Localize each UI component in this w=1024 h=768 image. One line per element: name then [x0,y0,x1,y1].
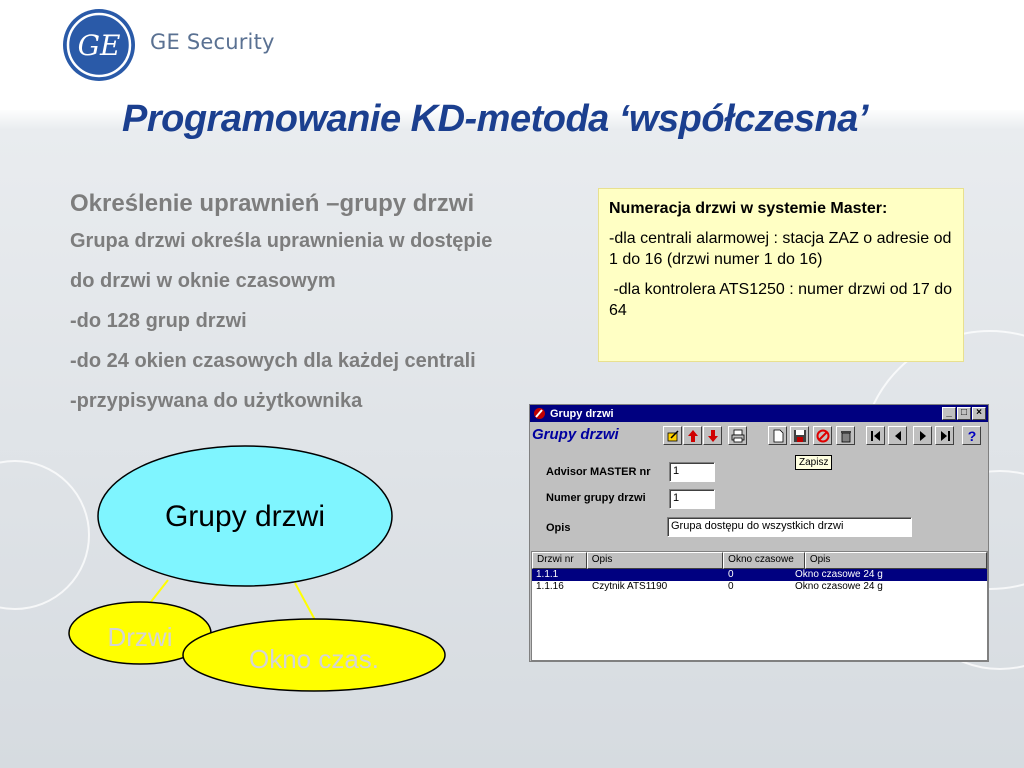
advisor-number-field[interactable]: 1 [669,462,715,482]
door-ellipse-label: Drzwi [107,622,173,652]
toolbar [530,422,988,448]
bullet-line: -do 24 okien czasowych dla każdej centrali [70,350,476,372]
description-field[interactable]: Grupa dostępu do wszystkich drzwi [667,517,912,537]
cell-time-window: 0 [728,581,734,592]
list-header [532,552,987,569]
bullet-heading: Określenie uprawnień –grupy drzwi [70,190,475,217]
window-titlebar[interactable] [530,405,988,422]
table-row[interactable] [532,569,987,581]
new-document-icon [771,429,785,443]
print-button[interactable] [728,426,747,445]
bullet-line: Grupa drzwi określa uprawnienia w dostępie [70,230,493,252]
group-number-field[interactable]: 1 [669,489,715,509]
brand-name: GE Security [150,30,275,54]
last-record-icon [938,429,952,443]
move-up-button[interactable] [683,426,702,445]
column-header-time-window[interactable]: Okno czasowe [723,552,805,569]
note-paragraph: -dla centrali alarmowej : stacja ZAZ o adresie od 1 do 16 (drzwi numer 1 do 16) [609,230,952,268]
delete-button[interactable] [813,426,832,445]
arrow-up-icon [686,429,700,443]
no-entry-icon [816,429,830,443]
cell-time-window: 0 [728,569,734,580]
table-row[interactable] [532,581,987,593]
next-icon [916,429,930,443]
close-button[interactable]: × [972,407,986,420]
cell-door: 1.1.16 [536,581,564,592]
previous-icon [891,429,905,443]
note-title: Numeracja drzwi w systemie Master: [609,200,888,217]
printer-icon [731,429,745,443]
connector-line [150,580,168,603]
description-label: Opis [546,522,571,534]
bullet-line: do drzwi w oknie czasowym [70,270,336,292]
first-record-button[interactable] [866,426,885,445]
help-button[interactable] [962,426,981,445]
app-icon [533,407,546,420]
bullet-line: -przypisywana do użytkownika [70,390,363,412]
page-title: Programowanie KD-metoda ‘współczesna’ [122,98,868,140]
cell-window-description: Okno czasowe 24 g [795,581,883,592]
column-header-description[interactable]: Opis [587,552,723,569]
column-header-door[interactable]: Drzwi nr [532,552,587,569]
save-tooltip: Zapisz [795,455,832,470]
minimize-button[interactable]: _ [942,407,956,420]
door-list[interactable] [531,551,988,661]
svg-text:?: ? [967,428,976,443]
edit-tool-button[interactable] [663,426,682,445]
advisor-label: Advisor MASTER nr [546,466,651,478]
arrow-down-icon [706,429,720,443]
last-record-button[interactable] [935,426,954,445]
form-title: Grupy drzwi [532,426,619,443]
pencil-icon [666,429,680,443]
timewindow-ellipse-label: Okno czas. [248,644,380,674]
cell-window-description: Okno czasowe 24 g [795,569,883,580]
bullet-line: -do 128 grup drzwi [70,310,247,332]
ge-logo-text: GE [77,29,121,62]
help-icon [965,429,979,443]
groups-ellipse-label: Grupy drzwi [164,500,326,533]
note-paragraph: -dla kontrolera ATS1250 : numer drzwi od 17 do 64 [609,281,957,319]
connector-line [295,583,315,620]
maximize-button[interactable]: □ [957,407,971,420]
trash-icon [839,429,853,443]
save-button[interactable] [790,426,809,445]
first-record-icon [869,429,883,443]
cell-door: 1.1.1 [536,569,559,580]
previous-record-button[interactable] [888,426,907,445]
cell-description: Czytnik ATS1190 [592,581,668,592]
window-title: Grupy drzwi [550,407,614,420]
trash-button[interactable] [836,426,855,445]
move-down-button[interactable] [703,426,722,445]
group-number-label: Numer grupy drzwi [546,492,646,504]
next-record-button[interactable] [913,426,932,445]
door-groups-window [529,404,989,662]
save-icon [793,429,807,443]
column-header-window-description[interactable]: Opis [805,552,987,569]
new-record-button[interactable] [768,426,787,445]
